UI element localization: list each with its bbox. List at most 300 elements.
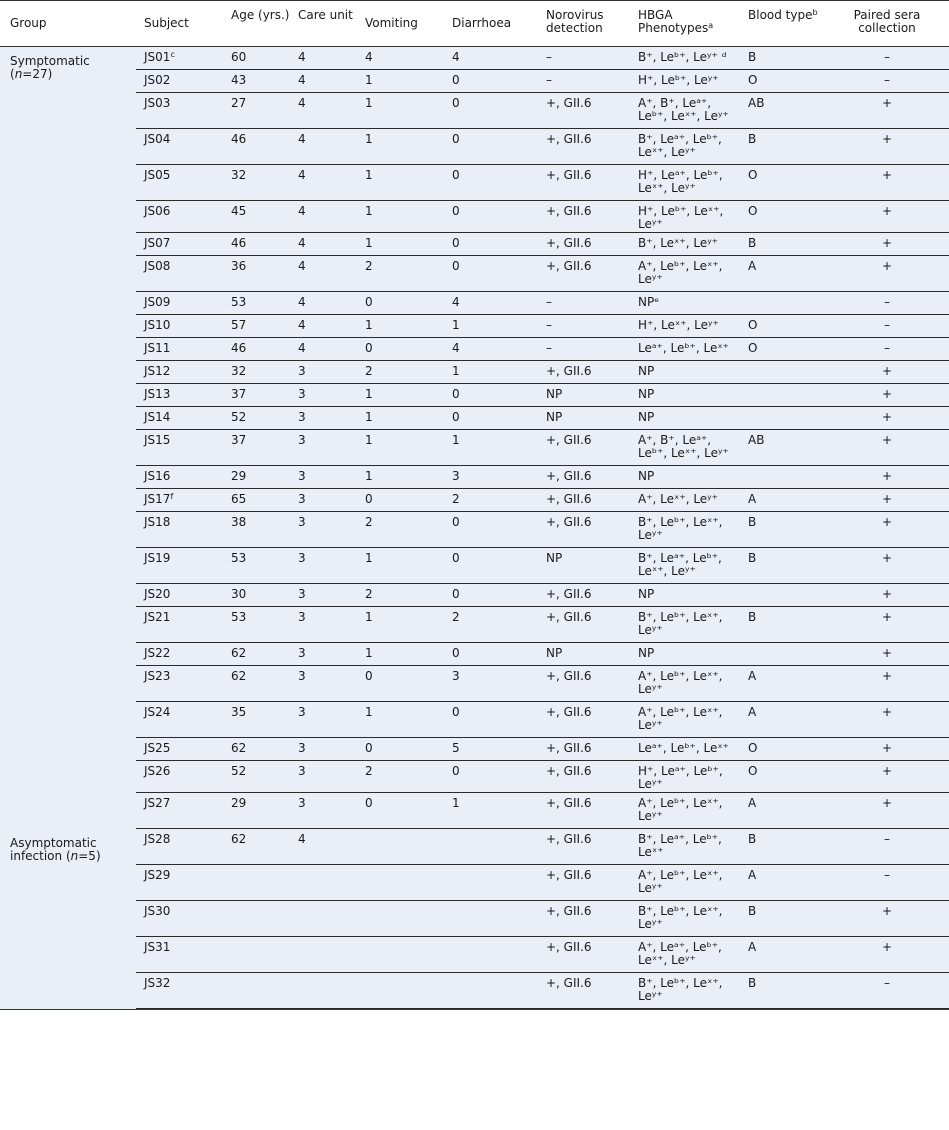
vomiting-cell: 2 [361,761,448,793]
vomiting-cell: 1 [361,233,448,256]
table-row [0,47,949,70]
subject-cell [136,973,227,1009]
hbga-cell: B⁺, Leᵇ⁺, Leˣ⁺, Leʸ⁺ [634,901,744,937]
care-unit-cell: 4 [294,201,361,233]
hbga-cell: A⁺, B⁺, Leᵃ⁺, Leᵇ⁺, Leˣ⁺, Leʸ⁺ [634,93,744,129]
diarrhoea-cell: 5 [448,738,542,761]
age-cell: 52 [227,761,294,793]
age-cell: 30 [227,584,294,607]
blood-type-cell: AB [744,93,825,129]
norovirus-cell: +, GII.6 [542,793,634,829]
diarrhoea-cell: 0 [448,93,542,129]
subject-id: JS18 [144,515,171,529]
paired-sera-cell: + [825,607,949,643]
vomiting-cell [361,937,448,973]
subject-cell [136,338,227,361]
blood-type-cell: B [744,47,825,70]
paired-sera-cell: + [825,233,949,256]
paired-sera-cell: – [825,70,949,93]
subject-id: JS04 [144,132,171,146]
care-unit-cell: 4 [294,292,361,315]
table-row [0,201,949,233]
paired-sera-cell: – [825,292,949,315]
diarrhoea-cell: 2 [448,607,542,643]
norovirus-cell: +, GII.6 [542,489,634,512]
age-cell: 36 [227,256,294,292]
table-row [0,865,949,901]
paired-sera-cell: – [825,973,949,1009]
subject-cell [136,548,227,584]
blood-type-cell: O [744,201,825,233]
table-row [0,607,949,643]
subject-footnote: c [170,50,175,59]
subject-id: JS05 [144,168,171,182]
subject-cell [136,901,227,937]
diarrhoea-cell: 0 [448,384,542,407]
paired-sera-cell: + [825,548,949,584]
age-cell [227,865,294,901]
group-n-value: =5 [78,848,96,863]
hbga-cell: A⁺, Leᵃ⁺, Leᵇ⁺, Leˣ⁺, Leʸ⁺ [634,937,744,973]
norovirus-cell: +, GII.6 [542,865,634,901]
subject-id: JS32 [144,976,171,990]
blood-type-cell: B [744,129,825,165]
diarrhoea-cell: 2 [448,489,542,512]
subject-id: JS12 [144,364,171,378]
vomiting-cell: 0 [361,793,448,829]
paired-sera-cell: + [825,643,949,666]
paired-sera-cell: – [825,315,949,338]
paired-sera-cell: + [825,761,949,793]
hbga-cell: NP [634,407,744,430]
subject-cell [136,466,227,489]
care-unit-cell: 3 [294,489,361,512]
norovirus-cell: +, GII.6 [542,129,634,165]
norovirus-cell: +, GII.6 [542,829,634,865]
diarrhoea-cell: 0 [448,256,542,292]
table-row [0,129,949,165]
norovirus-cell: +, GII.6 [542,512,634,548]
paired-sera-cell: – [825,338,949,361]
vomiting-cell [361,829,448,865]
hbga-cell: B⁺, Leˣ⁺, Leʸ⁺ [634,233,744,256]
norovirus-cell: NP [542,643,634,666]
vomiting-cell: 1 [361,430,448,466]
norovirus-cell: +, GII.6 [542,666,634,702]
care-unit-cell: 4 [294,165,361,201]
care-unit-cell: 4 [294,93,361,129]
diarrhoea-cell [448,901,542,937]
subject-cell [136,315,227,338]
subject-id: JS14 [144,410,171,424]
hbga-cell: NP [634,384,744,407]
group-label: Symptomatic [10,54,90,68]
blood-type-cell [744,407,825,430]
diarrhoea-cell: 4 [448,47,542,70]
norovirus-cell: – [542,47,634,70]
subject-cell [136,512,227,548]
care-unit-cell: 3 [294,430,361,466]
group-n-value: =27 [22,67,48,81]
table-row [0,233,949,256]
subject-cell [136,384,227,407]
age-cell [227,937,294,973]
paired-sera-cell: + [825,901,949,937]
table-row [0,666,949,702]
care-unit-cell: 4 [294,256,361,292]
norovirus-cell: +, GII.6 [542,361,634,384]
subject-id: JS01 [144,50,171,64]
care-unit-cell: 3 [294,738,361,761]
care-unit-cell [294,973,361,1009]
subject-cell [136,292,227,315]
age-cell: 62 [227,643,294,666]
subject-id: JS30 [144,904,171,918]
diarrhoea-cell: 1 [448,793,542,829]
norovirus-cell: +, GII.6 [542,165,634,201]
hbga-cell: NP [634,466,744,489]
table-row [0,512,949,548]
norovirus-cell: +, GII.6 [542,901,634,937]
blood-type-cell: B [744,548,825,584]
table-row [0,384,949,407]
paired-sera-cell: – [825,865,949,901]
hbga-cell: A⁺, Leᵇ⁺, Leˣ⁺, Leʸ⁺ [634,256,744,292]
vomiting-cell: 1 [361,466,448,489]
care-unit-cell: 3 [294,607,361,643]
age-cell: 53 [227,548,294,584]
subject-cell [136,93,227,129]
blood-type-cell: O [744,761,825,793]
diarrhoea-cell: 1 [448,430,542,466]
diarrhoea-cell [448,829,542,865]
hbga-cell: Leᵃ⁺, Leᵇ⁺, Leˣ⁺ [634,338,744,361]
hbga-cell: B⁺, Leᵇ⁺, Leʸ⁺ ᵈ [634,47,744,70]
care-unit-cell: 3 [294,584,361,607]
table-row [0,829,949,865]
table-row [0,702,949,738]
group-cell: Symptomatic (n=27) [0,47,136,829]
age-cell [227,901,294,937]
subject-id: JS26 [144,764,171,778]
paired-sera-cell: + [825,165,949,201]
subject-footnote: f [170,492,174,501]
norovirus-cell: +, GII.6 [542,738,634,761]
subject-cell [136,738,227,761]
subject-id: JS13 [144,387,171,401]
norovirus-cell: NP [542,548,634,584]
table-row [0,489,949,512]
age-cell: 29 [227,466,294,489]
care-unit-cell: 3 [294,384,361,407]
subject-cell [136,129,227,165]
group-n-label: n [14,67,23,81]
table-row [0,584,949,607]
blood-type-cell: B [744,973,825,1009]
hbga-cell: H⁺, Leˣ⁺, Leʸ⁺ [634,315,744,338]
subject-id: JS23 [144,669,171,683]
norovirus-cell: +, GII.6 [542,430,634,466]
hbga-cell: B⁺, Leᵃ⁺, Leᵇ⁺, Leˣ⁺, Leʸ⁺ [634,548,744,584]
hbga-cell: A⁺, Leˣ⁺, Leʸ⁺ [634,489,744,512]
table-row [0,973,949,1009]
subject-id: JS15 [144,433,171,447]
diarrhoea-cell: 0 [448,512,542,548]
paired-sera-cell: + [825,384,949,407]
diarrhoea-cell: 4 [448,338,542,361]
subject-cell [136,201,227,233]
table-row [0,548,949,584]
blood-type-cell [744,584,825,607]
hbga-cell: B⁺, Leᵃ⁺, Leᵇ⁺, Leˣ⁺, Leʸ⁺ [634,129,744,165]
table-row [0,165,949,201]
diarrhoea-cell: 0 [448,165,542,201]
blood-type-cell: O [744,165,825,201]
header-subject: Subject [136,1,227,47]
blood-type-cell [744,643,825,666]
subject-cell [136,865,227,901]
blood-type-cell [744,466,825,489]
care-unit-cell: 4 [294,315,361,338]
blood-type-cell: A [744,702,825,738]
table-row [0,292,949,315]
vomiting-cell [361,901,448,937]
subject-cell [136,430,227,466]
blood-type-cell [744,361,825,384]
diarrhoea-cell [448,937,542,973]
table-row [0,407,949,430]
age-cell: 45 [227,201,294,233]
vomiting-cell: 2 [361,361,448,384]
norovirus-cell: NP [542,384,634,407]
care-unit-cell: 3 [294,361,361,384]
age-cell: 32 [227,165,294,201]
header-hbga-label: HBGA Phenotypes [638,8,709,35]
subject-id: JS08 [144,259,171,273]
header-blood [744,1,825,47]
table-row [0,256,949,292]
subject-cell [136,937,227,973]
paired-sera-cell: + [825,93,949,129]
blood-type-cell: A [744,666,825,702]
norovirus-cell: +, GII.6 [542,761,634,793]
diarrhoea-cell: 0 [448,201,542,233]
paired-sera-cell: + [825,793,949,829]
care-unit-cell: 3 [294,643,361,666]
diarrhoea-cell: 3 [448,666,542,702]
norovirus-cell: +, GII.6 [542,256,634,292]
paired-sera-cell: + [825,201,949,233]
age-cell: 43 [227,70,294,93]
norovirus-cell: – [542,315,634,338]
vomiting-cell: 1 [361,702,448,738]
hbga-cell: A⁺, Leᵇ⁺, Leˣ⁺, Leʸ⁺ [634,666,744,702]
blood-type-cell: O [744,315,825,338]
norovirus-cell: +, GII.6 [542,201,634,233]
age-cell: 29 [227,793,294,829]
paired-sera-cell: + [825,407,949,430]
subject-id: JS22 [144,646,171,660]
subject-cell [136,407,227,430]
subject-id: JS09 [144,295,171,309]
care-unit-cell: 4 [294,47,361,70]
table-bottom-rule [0,1009,949,1010]
table-row [0,901,949,937]
diarrhoea-cell: 0 [448,548,542,584]
age-cell [227,973,294,1009]
care-unit-cell: 3 [294,793,361,829]
header-blood-footnote: b [812,8,818,17]
subject-cell [136,702,227,738]
table-row [0,361,949,384]
vomiting-cell: 2 [361,584,448,607]
header-group: Group [0,1,136,47]
age-cell: 65 [227,489,294,512]
table-row [0,315,949,338]
care-unit-cell: 3 [294,548,361,584]
diarrhoea-cell: 4 [448,292,542,315]
care-unit-cell: 4 [294,233,361,256]
diarrhoea-cell: 3 [448,466,542,489]
subject-id: JS21 [144,610,171,624]
paired-sera-cell: + [825,702,949,738]
subject-id: JS29 [144,868,171,882]
table-row [0,93,949,129]
subject-id: JS11 [144,341,171,355]
blood-type-cell: A [744,937,825,973]
subject-id: JS25 [144,741,171,755]
subject-cell [136,361,227,384]
hbga-cell: A⁺, Leᵇ⁺, Leˣ⁺, Leʸ⁺ [634,702,744,738]
vomiting-cell: 0 [361,738,448,761]
care-unit-cell: 3 [294,466,361,489]
diarrhoea-cell: 0 [448,70,542,93]
paired-sera-cell: + [825,256,949,292]
hbga-cell: B⁺, Leᵃ⁺, Leᵇ⁺, Leˣ⁺ [634,829,744,865]
vomiting-cell [361,973,448,1009]
diarrhoea-cell [448,973,542,1009]
paired-sera-cell: + [825,489,949,512]
subject-cell [136,607,227,643]
age-cell: 60 [227,47,294,70]
header-vomiting: Vomiting [361,1,448,47]
vomiting-cell: 2 [361,256,448,292]
header-norovirus: Norovirus detection [542,1,634,47]
care-unit-cell [294,937,361,973]
care-unit-cell: 3 [294,702,361,738]
subject-cell [136,70,227,93]
header-care-unit: Care unit [294,1,361,47]
care-unit-cell: 4 [294,829,361,865]
table-row [0,761,949,793]
hbga-cell: H⁺, Leᵇ⁺, Leˣ⁺, Leʸ⁺ [634,201,744,233]
diarrhoea-cell: 0 [448,761,542,793]
hbga-cell: B⁺, Leᵇ⁺, Leˣ⁺, Leʸ⁺ [634,973,744,1009]
age-cell: 57 [227,315,294,338]
norovirus-cell: – [542,70,634,93]
hbga-cell: NP [634,643,744,666]
paired-sera-cell: + [825,584,949,607]
table-row [0,643,949,666]
vomiting-cell: 1 [361,384,448,407]
table-row [0,338,949,361]
paired-sera-cell: + [825,738,949,761]
blood-type-cell: B [744,233,825,256]
subject-cell [136,643,227,666]
vomiting-cell: 1 [361,548,448,584]
diarrhoea-cell: 0 [448,407,542,430]
care-unit-cell [294,865,361,901]
age-cell: 53 [227,607,294,643]
vomiting-cell [361,865,448,901]
subject-id: JS17 [144,492,171,506]
table-row [0,70,949,93]
age-cell: 46 [227,129,294,165]
blood-type-cell: O [744,738,825,761]
subject-id: JS16 [144,469,171,483]
norovirus-cell: +, GII.6 [542,93,634,129]
vomiting-cell: 2 [361,512,448,548]
diarrhoea-cell: 0 [448,233,542,256]
diarrhoea-cell: 0 [448,702,542,738]
subject-id: JS24 [144,705,171,719]
hbga-cell: H⁺, Leᵃ⁺, Leᵇ⁺, Leˣ⁺, Leʸ⁺ [634,165,744,201]
diarrhoea-cell: 1 [448,361,542,384]
table-row [0,738,949,761]
blood-type-cell: AB [744,430,825,466]
subject-cell [136,47,227,70]
hbga-cell: Leᵃ⁺, Leᵇ⁺, Leˣ⁺ [634,738,744,761]
norovirus-cell: +, GII.6 [542,233,634,256]
header-hbga-footnote: a [708,21,714,30]
group-cell: Asymptomatic infection (n=5) [0,829,136,1009]
header-age: Age (yrs.) [227,1,294,47]
age-cell: 27 [227,93,294,129]
table-body [0,47,949,1009]
care-unit-cell [294,901,361,937]
diarrhoea-cell: 1 [448,315,542,338]
subject-cell [136,666,227,702]
norovirus-cell: – [542,292,634,315]
blood-type-cell: B [744,901,825,937]
paired-sera-cell: + [825,466,949,489]
subject-cell [136,233,227,256]
blood-type-cell: B [744,512,825,548]
norovirus-cell: +, GII.6 [542,702,634,738]
blood-type-cell: B [744,607,825,643]
vomiting-cell: 0 [361,338,448,361]
paired-sera-cell: – [825,47,949,70]
age-cell: 37 [227,384,294,407]
hbga-cell: A⁺, B⁺, Leᵃ⁺, Leᵇ⁺, Leˣ⁺, Leʸ⁺ [634,430,744,466]
vomiting-cell: 0 [361,489,448,512]
subject-id: JS27 [144,796,171,810]
blood-type-cell: A [744,793,825,829]
header-row [0,1,949,47]
vomiting-cell: 0 [361,292,448,315]
vomiting-cell: 1 [361,129,448,165]
group-label: Asymptomatic infection [10,835,97,863]
subject-id: JS02 [144,73,171,87]
age-cell: 62 [227,829,294,865]
subject-id: JS07 [144,236,171,250]
paired-sera-cell: + [825,129,949,165]
vomiting-cell: 0 [361,666,448,702]
vomiting-cell: 1 [361,607,448,643]
blood-type-cell: O [744,338,825,361]
vomiting-cell: 1 [361,165,448,201]
care-unit-cell: 4 [294,338,361,361]
